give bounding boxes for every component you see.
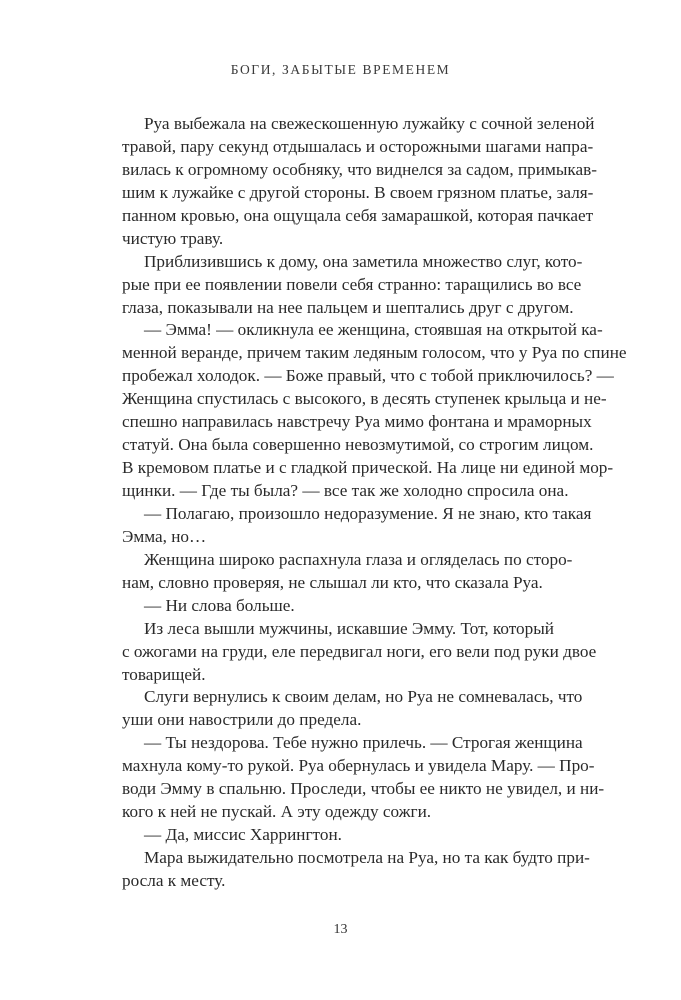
text-line: Женщина широко распахнула глаза и огляделась по сторо- xyxy=(144,549,573,569)
text-line: шим к лужайке с другой стороны. В своем грязном платье, заля- xyxy=(122,182,594,202)
text-line: В кремовом платье и с гладкой прической. На лице ни единой мор- xyxy=(122,458,614,478)
paragraph xyxy=(122,618,597,687)
text-line: Слуги вернулись к своим делам, но Руа не сомневалась, что xyxy=(144,687,583,707)
text-line: нам, словно проверяя, не слышал ли кто, что сказала Руа. xyxy=(122,572,543,592)
paragraph xyxy=(122,824,554,847)
text-line: — Ты нездорова. Тебе нужно прилечь. — Строгая женщина xyxy=(144,733,583,753)
text-line: Из леса вышли мужчины, искавшие Эмму. Тот, который xyxy=(144,618,554,638)
paragraph xyxy=(122,503,592,549)
text-line: Руа выбежала на свежескошенную лужайку с сочной зеленой xyxy=(144,114,595,133)
text-line: води Эмму в спальню. Проследи, чтобы ее никто не увидел, и ни- xyxy=(122,779,605,799)
text-line: травой, пару секунд отдышалась и осторожными шагами напра- xyxy=(122,136,594,156)
paragraph xyxy=(122,595,554,618)
paragraph xyxy=(122,251,583,320)
text-line: с ожогами на груди, еле передвигал ноги, его вели под руки двое xyxy=(122,641,597,661)
running-head: БОГИ, ЗАБЫТЫЕ ВРЕМЕНЕМ xyxy=(230,62,451,77)
paragraph xyxy=(122,113,597,251)
text-line: кого к ней не пускай. А эту одежду сожги. xyxy=(122,802,432,822)
text-line: росла к месту. xyxy=(122,870,226,890)
page-number: 13 xyxy=(333,922,348,937)
text-line: — Да, миссис Харрингтон. xyxy=(144,825,342,845)
text-line: вилась к огромному особняку, что виднелся за садом, примыкав- xyxy=(122,159,597,179)
paragraph xyxy=(122,847,590,893)
text-line: махнула кому-то рукой. Руа обернулась и увидела Мару. — Про- xyxy=(122,756,595,776)
text-line: Женщина спустилась с высокого, в десять ступенек крыльца и не- xyxy=(122,389,607,409)
text-line: Эмма, но… xyxy=(122,526,207,546)
text-line: Приблизившись к дому, она заметила множество слуг, кото- xyxy=(144,251,583,271)
text-line: — Ни слова больше. xyxy=(144,595,295,615)
text-line: чистую траву. xyxy=(122,228,224,248)
paragraph xyxy=(122,549,573,595)
text-line: статуй. Она была совершенно невозмутимой, со строгим лицом. xyxy=(122,435,594,455)
paragraph xyxy=(122,319,627,503)
text-line: глаза, показывали на нее пальцем и шептались друг с другом. xyxy=(122,297,574,317)
text-line: пробежал холодок. — Боже правый, что с тобой приключилось? — xyxy=(122,366,614,386)
paragraph xyxy=(122,732,605,824)
text-line: панном кровью, она ощущала себя замарашкой, которая пачкает xyxy=(122,205,594,225)
text-line: щинки. — Где ты была? — все так же холодно спросила она. xyxy=(122,481,569,500)
text-line: — Полагаю, произошло недоразумение. Я не знаю, кто такая xyxy=(144,503,592,523)
paragraph xyxy=(122,686,583,732)
body-text xyxy=(122,113,627,893)
text-line: рые при ее появлении повели себя странно: таращились во все xyxy=(122,274,582,294)
text-line: товарищей. xyxy=(122,664,206,684)
text-line: уши они навострили до предела. xyxy=(122,710,362,730)
text-line: спешно направилась навстречу Руа мимо фонтана и мраморных xyxy=(122,412,592,432)
text-line: менной веранде, причем таким ледяным голосом, что у Руа по спине xyxy=(122,343,627,363)
text-line: Мара выжидательно посмотрела на Руа, но та как будто при- xyxy=(144,848,590,867)
text-line: — Эмма! — окликнула ее женщина, стоявшая на открытой ка- xyxy=(144,320,603,340)
